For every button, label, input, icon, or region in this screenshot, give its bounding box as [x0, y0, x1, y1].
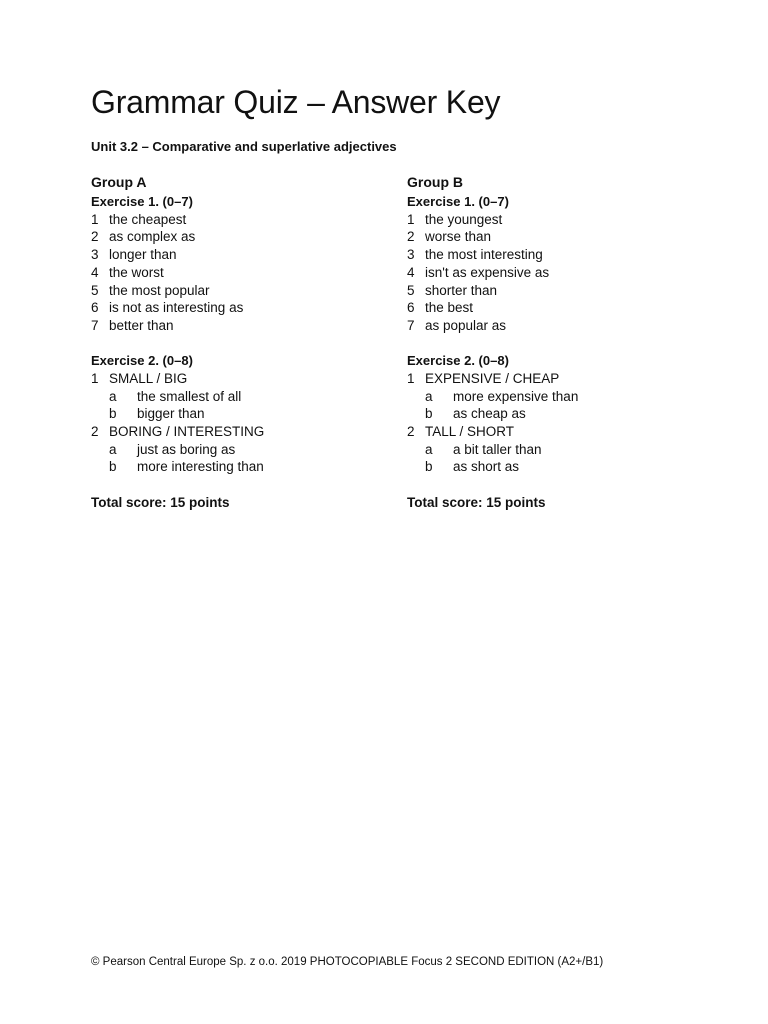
subitem-answer: bigger than [137, 406, 205, 422]
unit-subtitle: Unit 3.2 – Comparative and superlative adjectives [91, 139, 397, 154]
answer-item [91, 423, 391, 441]
item-number: 2 [91, 423, 99, 439]
group-a-heading: Group A [91, 174, 147, 190]
item-number: 2 [91, 229, 99, 245]
item-answer: the best [425, 300, 474, 316]
item-number: 3 [91, 247, 99, 263]
item-number: 6 [407, 300, 415, 316]
subitem-answer: more expensive than [453, 388, 579, 404]
item-number: 7 [407, 317, 415, 333]
answer-subitem [407, 458, 707, 476]
group-a-column [91, 172, 391, 511]
answer-item [407, 228, 707, 246]
answer-item [407, 282, 707, 300]
item-number: 3 [407, 247, 415, 263]
item-number: 7 [91, 317, 99, 333]
subitem-letter: a [109, 441, 117, 457]
group-b-exercise2-heading: Exercise 2. (0–8) [407, 353, 509, 369]
subitem-answer: just as boring as [137, 441, 236, 457]
answer-item [407, 299, 707, 317]
answer-item [91, 264, 391, 282]
item-number: 1 [407, 211, 415, 227]
answer-item [407, 211, 707, 229]
item-number: 2 [407, 423, 415, 439]
subitem-letter: a [109, 388, 117, 404]
item-prompt: EXPENSIVE / CHEAP [425, 370, 560, 386]
answer-item [91, 317, 391, 335]
item-number: 5 [91, 282, 99, 298]
answer-subitem [91, 388, 391, 406]
answer-item [407, 264, 707, 282]
page-title: Grammar Quiz – Answer Key [91, 84, 501, 120]
answer-subitem [91, 405, 391, 423]
item-number: 4 [91, 264, 99, 280]
subitem-answer: as cheap as [453, 406, 526, 422]
subitem-letter: b [425, 406, 433, 422]
answer-item [91, 211, 391, 229]
item-number: 2 [407, 229, 415, 245]
group-a-exercise1-heading: Exercise 1. (0–7) [91, 194, 193, 209]
item-answer: longer than [109, 247, 177, 263]
answer-item [91, 370, 391, 388]
answer-item [407, 317, 707, 335]
item-prompt: TALL / SHORT [425, 423, 515, 439]
item-answer: better than [109, 317, 174, 333]
subitem-letter: a [425, 388, 433, 404]
item-number: 1 [91, 211, 99, 227]
item-answer: the youngest [425, 211, 503, 227]
item-answer: the most popular [109, 282, 210, 298]
item-answer: the most interesting [425, 247, 543, 263]
answer-subitem [407, 405, 707, 423]
item-number: 5 [407, 282, 415, 298]
item-answer: shorter than [425, 282, 498, 298]
item-number: 6 [91, 300, 99, 316]
item-answer: is not as interesting as [109, 300, 244, 316]
answer-subitem [407, 388, 707, 406]
item-answer: isn't as expensive as [425, 264, 550, 280]
item-answer: the worst [109, 264, 164, 280]
item-number: 4 [407, 264, 415, 280]
item-answer: as complex as [109, 229, 196, 245]
group-a-total-score: Total score: 15 points [91, 494, 230, 510]
item-prompt: SMALL / BIG [109, 370, 188, 386]
answer-item [91, 299, 391, 317]
subitem-letter: b [109, 406, 117, 422]
item-prompt: BORING / INTERESTING [109, 423, 265, 439]
answer-subitem [91, 458, 391, 476]
group-b-column [407, 172, 707, 511]
item-number: 1 [91, 370, 99, 386]
answer-subitem [91, 441, 391, 459]
answer-subitem [407, 441, 707, 459]
answer-item [91, 282, 391, 300]
subitem-letter: b [109, 459, 117, 475]
item-answer: as popular as [425, 317, 507, 333]
subitem-answer: as short as [453, 459, 520, 475]
answer-item [407, 423, 707, 441]
answer-item [91, 246, 391, 264]
subitem-answer: more interesting than [137, 459, 264, 475]
item-answer: worse than [425, 229, 492, 245]
group-b-exercise1-heading: Exercise 1. (0–7) [407, 194, 509, 209]
answer-item [407, 370, 707, 388]
subitem-letter: b [425, 459, 433, 475]
copyright-footer: © Pearson Central Europe Sp. z o.o. 2019 PHOTOCOPIABLE Focus 2 SECOND EDITION (A2+/B1) [91, 956, 604, 968]
item-answer: the cheapest [109, 211, 187, 227]
subitem-letter: a [425, 441, 433, 457]
answer-item [91, 228, 391, 246]
group-a-exercise2-heading: Exercise 2. (0–8) [91, 353, 193, 369]
subitem-answer: a bit taller than [453, 441, 542, 457]
subitem-answer: the smallest of all [137, 388, 242, 404]
group-b-heading: Group B [407, 174, 463, 190]
group-b-total-score: Total score: 15 points [407, 494, 546, 510]
item-number: 1 [407, 370, 415, 386]
answer-item [407, 246, 707, 264]
